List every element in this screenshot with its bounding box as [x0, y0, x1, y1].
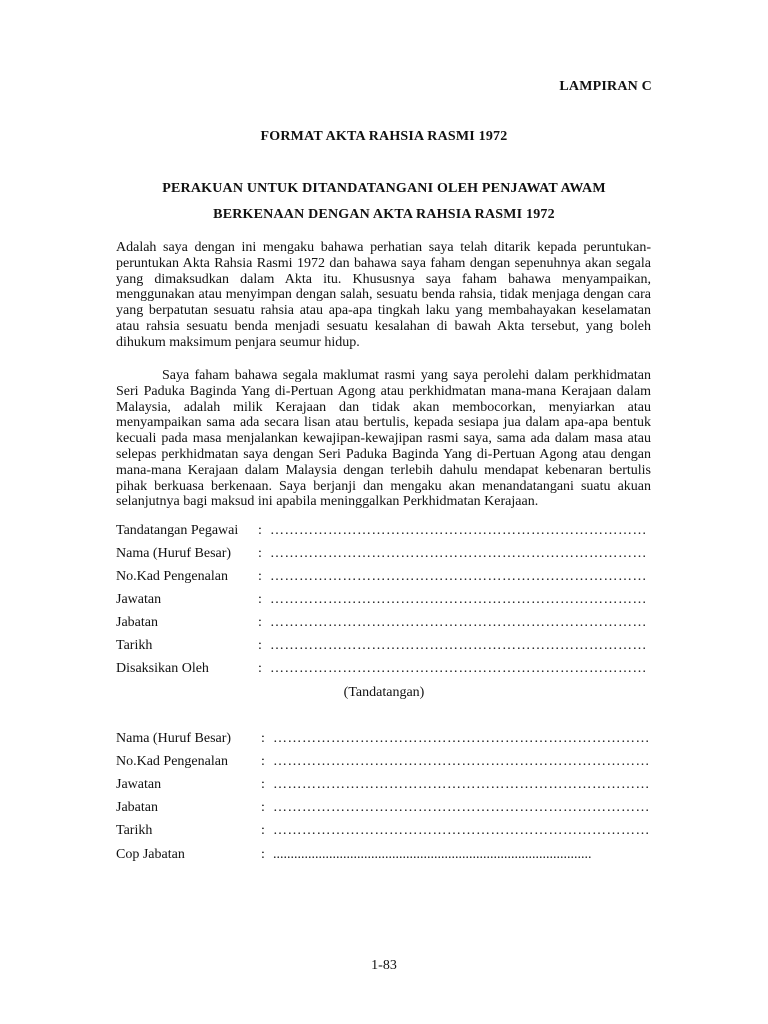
- field-label: Tarikh: [116, 823, 153, 838]
- field-blank-line[interactable]: ……………………………………………………………………: [273, 823, 650, 838]
- field-label: Cop Jabatan: [116, 847, 185, 862]
- field-colon: :: [261, 800, 265, 815]
- field-blank-line[interactable]: ……………………………………………………………………: [270, 546, 647, 561]
- field-label: Nama (Huruf Besar): [116, 731, 232, 746]
- field-blank-line[interactable]: ……………………………………………………………………: [270, 569, 647, 584]
- field-label: Jawatan: [116, 777, 162, 792]
- field-colon: :: [258, 569, 262, 584]
- field-blank-line[interactable]: ……………………………………………………………………: [270, 523, 647, 538]
- field-colon: :: [258, 592, 262, 607]
- field-blank-line[interactable]: ……………………………………………………………………: [270, 661, 647, 676]
- field-colon: :: [258, 638, 262, 653]
- field-label: No.Kad Pengenalan: [116, 569, 228, 584]
- field-colon: :: [258, 615, 262, 630]
- field-blank-line[interactable]: ……………………………………………………………………: [273, 800, 650, 815]
- field-label: No.Kad Pengenalan: [116, 754, 228, 769]
- signature-caption: (Tandatangan): [343, 685, 425, 700]
- field-colon: :: [261, 777, 265, 792]
- appendix-label: LAMPIRAN C: [559, 79, 652, 94]
- declaration-paragraph-1: Adalah saya dengan ini mengaku bahawa perhatian saya telah ditarik kepada peruntukan-peruntukan Akta Rahsia Rasmi 1972 dan bahawa saya faham dengan sepenuhnya akan segala yang dimaksudkan dalam Akta itu. Khususnya saya faham bahawa menyampaikan, menggunakan atau menyimpan dengan salah, sesuatu benda rahsia, tidak menjaga dengan cara yang berpatutan sesuatu rahsia atau apa-apa tingkah laku yang membahayakan keselamatan atau rahsia sesuatu benda menjadi sesuatu kesalahan di bawah Akta tersebut, yang boleh dihukum maksimum penjara seumur hidup.: [116, 240, 651, 350]
- field-label: Tandatangan Pegawai: [116, 523, 239, 538]
- field-blank-line[interactable]: ……………………………………………………………………: [270, 638, 647, 653]
- field-blank-line[interactable]: ……………………………………………………………………: [273, 731, 650, 746]
- field-label: Nama (Huruf Besar): [116, 546, 232, 561]
- document-subtitle-line-2: BERKENAAN DENGAN AKTA RAHSIA RASMI 1972: [213, 207, 555, 222]
- document-subtitle-line-1: PERAKUAN UNTUK DITANDATANGANI OLEH PENJAWAT AWAM: [162, 181, 606, 196]
- field-colon: :: [258, 661, 262, 676]
- field-blank-line[interactable]: ……………………………………………………………………: [270, 592, 647, 607]
- field-blank-line[interactable]: ……………………………………………………………………: [273, 777, 650, 792]
- field-label: Disaksikan Oleh: [116, 661, 209, 676]
- field-colon: :: [258, 546, 262, 561]
- field-colon: :: [261, 754, 265, 769]
- declaration-paragraph-2: Saya faham bahawa segala maklumat rasmi yang saya perolehi dalam perkhidmatan Seri Paduka Baginda Yang di-Pertuan Agong atau perkhidmatan mana-mana Kerajaan dalam Malaysia, adalah milik Kerajaan dan tidak akan membocorkan, menyiarkan atau menyampaikan sama ada secara lisan atau bertulis, kepada sesiapa jua dalam apa-apa bentuk kecuali pada masa menjalankan kewajipan-kewajipan rasmi saya, sama ada dalam masa atau selepas perkhidmatan saya dengan Seri Paduka Baginda Yang di-Pertuan Agong atau dengan mana-mana Kerajaan dalam Malaysia dengan terlebih dahulu mendapat kebenaran bertulis pihak berkuasa berkenaan. Saya berjanji dan mengaku akan menandatangani suatu akuan selanjutnya bagi maksud ini apabila meninggalkan Perkhidmatan Kerajaan.: [116, 368, 651, 510]
- page-number: 1-83: [371, 958, 397, 973]
- field-blank-line[interactable]: ……………………………………………………………………: [270, 615, 647, 630]
- field-label: Jawatan: [116, 592, 162, 607]
- field-colon: :: [261, 823, 265, 838]
- field-blank-line[interactable]: ...........................................................................................: [273, 847, 592, 862]
- field-label: Jabatan: [116, 800, 158, 815]
- field-colon: :: [258, 523, 262, 538]
- document-title: FORMAT AKTA RAHSIA RASMI 1972: [260, 129, 508, 144]
- field-colon: :: [261, 731, 265, 746]
- field-blank-line[interactable]: ……………………………………………………………………: [273, 754, 650, 769]
- field-colon: :: [261, 847, 265, 862]
- field-label: Jabatan: [116, 615, 158, 630]
- field-label: Tarikh: [116, 638, 153, 653]
